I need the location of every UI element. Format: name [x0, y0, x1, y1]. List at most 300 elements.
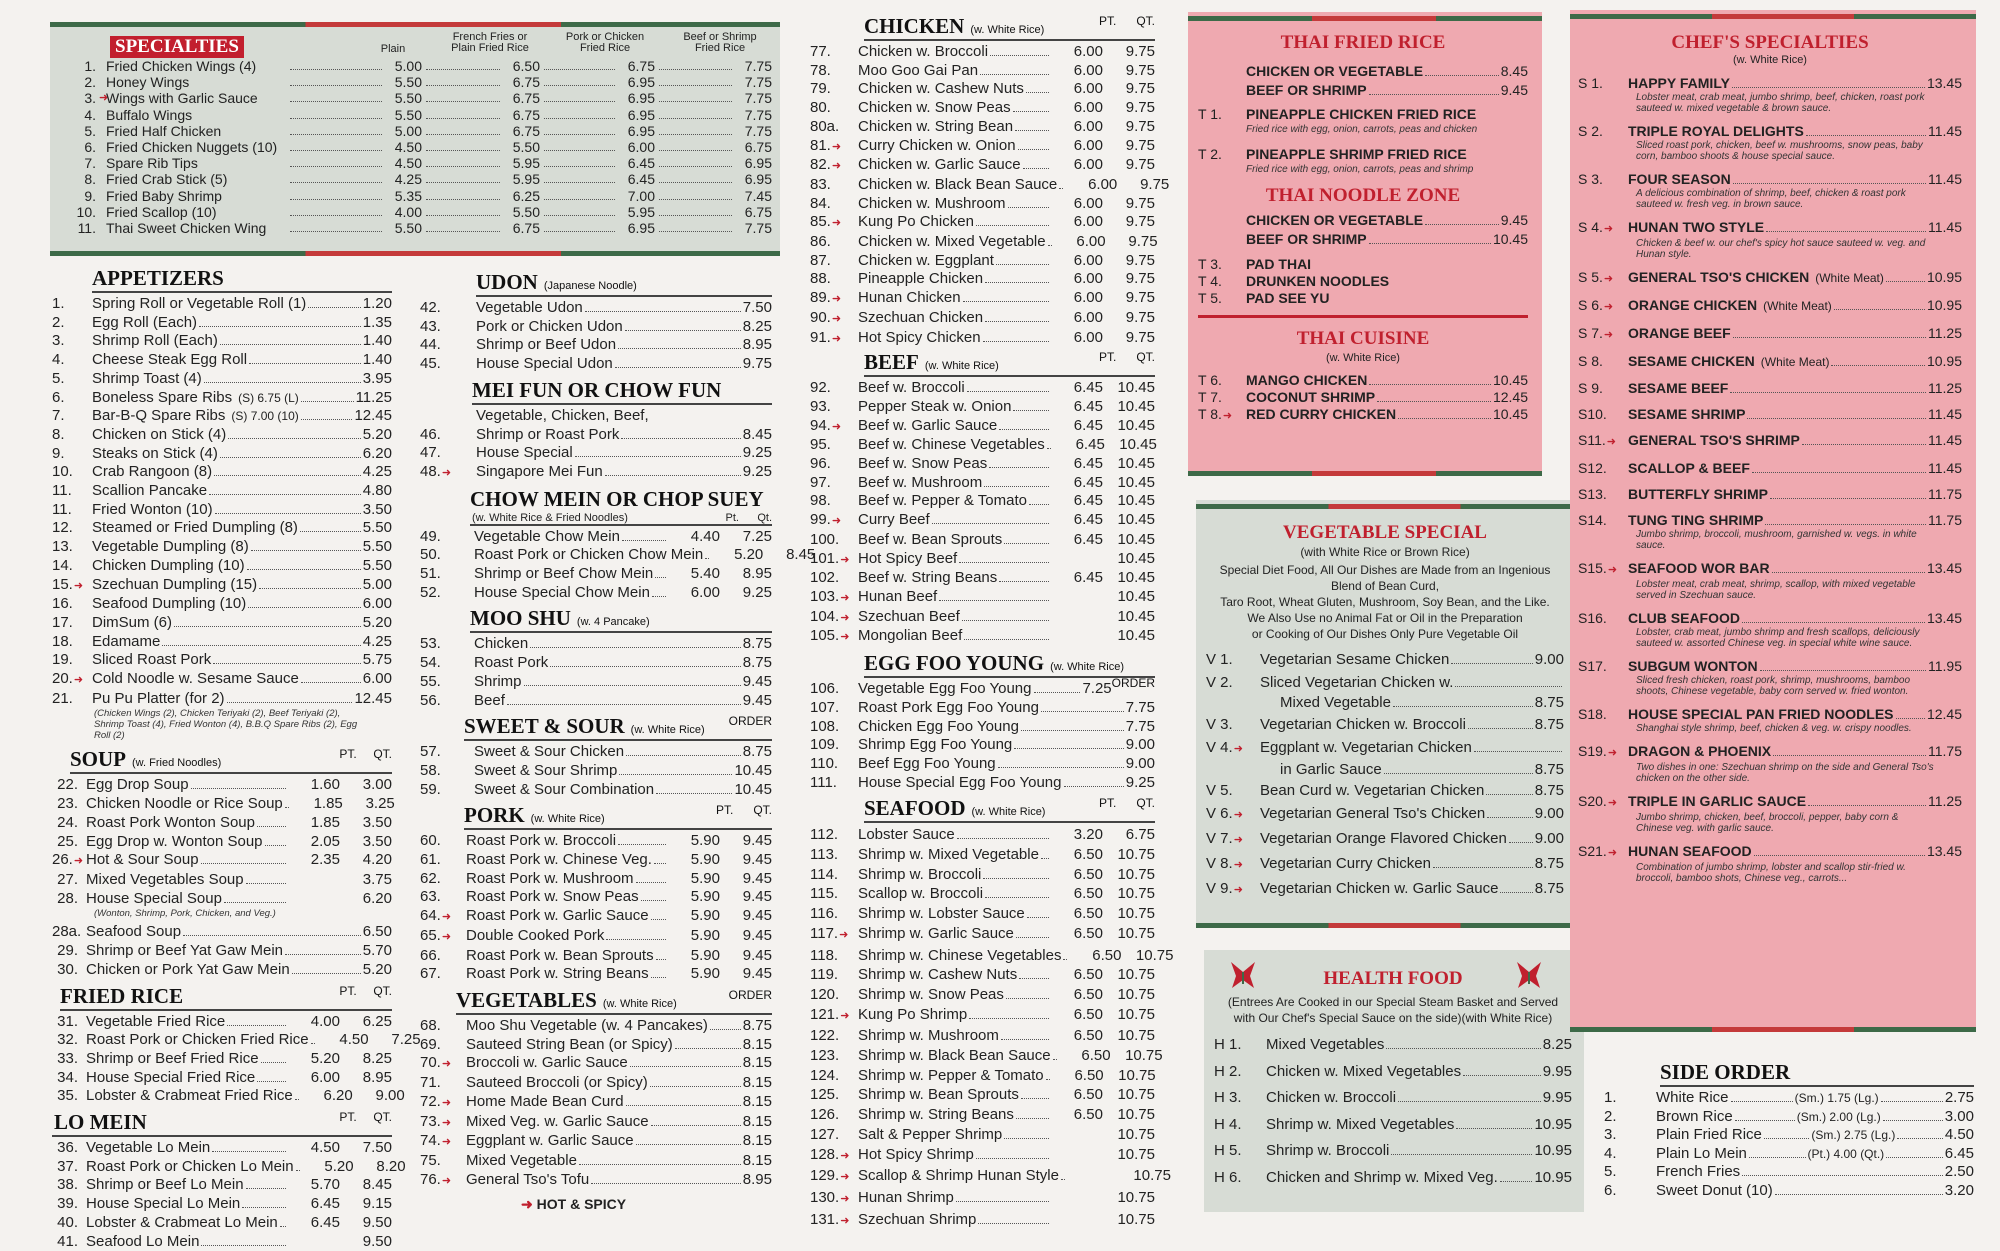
item-number: 42. [420, 299, 441, 316]
item-price: 11.25 [355, 388, 392, 406]
item-number: 86. [810, 233, 831, 251]
item-number: V 3. [1206, 715, 1233, 733]
item-price-quart: 10.45 [1117, 569, 1155, 587]
menu-item [52, 538, 392, 557]
dot-leader [1896, 718, 1925, 719]
dot-leader [659, 150, 732, 151]
dot-leader [999, 429, 1049, 430]
menu-item [810, 845, 1155, 865]
item-name: Szechuan Chicken [858, 308, 984, 326]
item-price: 7.75 [1125, 698, 1155, 716]
item-number: 78. [810, 61, 831, 79]
item-price: 9.75 [742, 355, 772, 373]
dot-leader [544, 215, 615, 216]
item-price-pint: 5.90 [690, 888, 720, 906]
item-price-quart: 9.75 [1125, 213, 1155, 231]
item-name: CHICKEN OR VEGETABLE [1246, 63, 1424, 79]
dot-leader [1772, 572, 1925, 573]
item-name: House Special Soup [86, 889, 222, 907]
veg-special-subtitle: (with White Rice or Brown Rice) [1300, 545, 1470, 559]
item-number: 62. [420, 869, 441, 887]
item-price-pint: 6.00 [1073, 80, 1103, 98]
item-number: 37. [57, 1157, 78, 1175]
item-price-pint: 6.50 [1073, 924, 1103, 942]
item-name: Bean Curd w. Vegetarian Chicken [1260, 782, 1485, 800]
item-name: Szechuan Shrimp [858, 1210, 977, 1228]
dot-leader [651, 977, 666, 978]
item-name: Roast Pork [474, 654, 549, 672]
item-name: Chicken w. Cashew Nuts [858, 80, 1024, 98]
item-price-pint: 6.45 [1073, 416, 1103, 434]
item-number: 33. [57, 1049, 78, 1067]
dot-leader [1369, 384, 1491, 385]
menu-item [420, 1054, 772, 1074]
dot-leader [174, 626, 361, 627]
item-name: Chicken Dumpling (10) [92, 556, 245, 574]
thai-noodle-list [1198, 211, 1528, 248]
menu-item [810, 43, 1155, 62]
dot-leader [655, 577, 666, 578]
menu-item [52, 519, 392, 538]
item-number: S19.➜ [1578, 743, 1618, 759]
dot-leader [1455, 686, 1562, 687]
dot-leader [606, 939, 666, 940]
dot-leader [1773, 755, 1926, 756]
item-description: Shanghai style shrimp, beef, chicken & veg. w. crispy noodles. [1636, 723, 1912, 734]
hot-pepper-icon: ➜ [831, 293, 842, 306]
hot-pepper-icon: ➜ [1603, 329, 1614, 341]
item-price: 13.45 [1926, 843, 1962, 859]
item-number: 13. [52, 538, 73, 556]
item-price: 11.45 [1928, 460, 1962, 476]
item-number: S11.➜ [1578, 432, 1616, 448]
item-name: Roast Pork Egg Foo Young [858, 698, 1039, 716]
menu-item [810, 699, 1155, 718]
item-name: Bar-B-Q Spare Ribs [92, 407, 226, 425]
item-size-price: (S) 7.00 (10) [231, 409, 299, 424]
item-number: 5. [1604, 1163, 1617, 1180]
item-number: H 1. [1214, 1036, 1242, 1053]
item-price-quart: 10.75 [1117, 1086, 1155, 1104]
item-name: Beef [474, 691, 505, 709]
dot-leader [1391, 1154, 1532, 1155]
item-price: 10.95 [1926, 269, 1962, 285]
item-number: 94.➜ [810, 416, 842, 434]
item-price-quart: 9.75 [1125, 308, 1155, 326]
item-name: Double Cooked Pork [466, 926, 605, 944]
dot-leader [1500, 1181, 1533, 1182]
item-price: 11.75 [1928, 743, 1962, 759]
item-number: 6. [52, 388, 65, 406]
dot-leader [1802, 444, 1926, 445]
chow-mein-title: CHOW MEIN OR CHOP SUEY [470, 486, 764, 511]
item-name: Lobster Sauce [858, 826, 955, 844]
item-number: 79. [810, 80, 831, 98]
item-number: 53. [420, 635, 441, 653]
item-name: Steaks on Stick (4) [92, 444, 218, 462]
item-number: 11. [52, 500, 72, 518]
item-name: DRUNKEN NOODLES [1246, 273, 1390, 290]
dot-leader [265, 845, 287, 846]
beef-title: BEEF (w. White Rice) PT. QT. [864, 350, 1155, 375]
item-price-quart: 7.50 [362, 1139, 392, 1157]
menu-item [810, 80, 1155, 99]
udon-list [420, 299, 772, 374]
item-price-pint: 6.45 [1073, 530, 1103, 548]
column-3 [810, 14, 1174, 1231]
item-number: S 6.➜ [1578, 297, 1614, 313]
dot-leader [1019, 978, 1049, 979]
dot-leader [1754, 855, 1925, 856]
item-price: 9.25 [742, 462, 772, 480]
item-name: Shrimp w. Black Bean Sauce [858, 1047, 1051, 1065]
item-price-pint: 5.90 [690, 851, 720, 869]
item-number: S 3. [1578, 171, 1603, 187]
menu-item [810, 289, 1155, 309]
item-price-quart: 9.75 [1128, 233, 1158, 251]
soup-list-2 [52, 923, 392, 979]
dot-leader [651, 1125, 741, 1126]
item-name: RED CURRY CHICKEN [1246, 406, 1397, 423]
dot-leader [426, 69, 500, 70]
menu-item [52, 633, 392, 652]
item-number: T 8.➜ [1198, 406, 1233, 423]
dot-leader [1369, 94, 1499, 95]
moo-shu-title: MOO SHU (w. 4 Pancake) [470, 606, 650, 631]
dot-leader [249, 363, 361, 364]
hot-pepper-icon: ➜ [441, 930, 452, 943]
chefs-specialties-box [1570, 10, 1976, 1032]
hot-pepper-icon: ➜ [1233, 859, 1243, 872]
hot-spicy-legend: ➜ HOT & SPICY [521, 1196, 627, 1213]
specialty-row [50, 90, 780, 106]
menu-item [52, 426, 392, 445]
dot-leader [1486, 794, 1532, 795]
dot-leader [300, 531, 361, 532]
menu-item [52, 482, 392, 501]
item-number: S10. [1578, 406, 1607, 422]
item-price-quart: 3.75 [362, 870, 392, 888]
dot-leader [959, 562, 1049, 563]
item-name: Vegetarian Chicken w. Garlic Sauce [1260, 880, 1499, 898]
item-price: 11.25 [1928, 325, 1962, 341]
appetizers-list [52, 295, 392, 708]
item-description: Sliced roast pork, chicken, beef w. mushrooms, snow peas, baby corn, bamboo shoots & house special sauce. [1636, 140, 1923, 162]
item-number: 45. [420, 355, 441, 373]
menu-item [1578, 431, 1962, 451]
menu-item [810, 965, 1155, 985]
item-description: Lobster meat, crab meat, shrimp, scallop, with mixed vegetable served in Szechuan sauce. [1636, 579, 1916, 601]
dot-leader [246, 883, 286, 884]
side-order-title: SIDE ORDER [1660, 1060, 1791, 1084]
item-number: 25. [57, 832, 78, 850]
health-food-intro-line: (Entrees Are Cooked in our Special Steam Basket and Served [1227, 995, 1559, 1009]
item-name: Fried Crab Stick (5) [106, 171, 228, 188]
item-name: Beef w. Snow Peas [858, 455, 988, 473]
menu-item [810, 985, 1155, 1005]
item-size-price: (Sm.) 2.75 (Lg.) [1811, 1128, 1896, 1142]
item-description: Jumbo shrimp, broccoli, mushroom, garnished w. vegs. in white sauce. [1636, 529, 1917, 551]
item-price: 10.45 [1492, 372, 1528, 389]
dot-leader [228, 438, 361, 439]
menu-item [52, 651, 392, 670]
veg-special-intro [1206, 562, 1564, 642]
item-name: Chicken w. Mixed Vegetable [858, 233, 1046, 251]
item-price: 9.45 [1500, 211, 1528, 228]
specialties-box [50, 22, 780, 256]
item-name: Szechuan Dumpling (15) [92, 575, 258, 593]
udon-title: UDON (Japanese Noodle) [476, 270, 637, 294]
item-number: 74.➜ [420, 1132, 452, 1150]
mei-fun-line: Vegetable, Chicken, Beef, [476, 406, 649, 424]
item-name: Chicken w. Mixed Vegetables [1266, 1062, 1462, 1080]
dot-leader [426, 166, 500, 167]
item-name: Roast Pork w. Broccoli [466, 832, 617, 850]
item-number: 3. [1604, 1126, 1617, 1143]
menu-item [1578, 296, 1962, 316]
item-price-quart: 8.20 [376, 1157, 406, 1175]
item-number: 131.➜ [810, 1210, 850, 1228]
item-name: Shrimp w. Bean Sprouts [858, 1086, 1019, 1104]
item-name: Mixed Vegetables Soup [86, 870, 244, 888]
item-price-quart: 10.45 [1117, 455, 1155, 473]
menu-item [52, 1214, 392, 1233]
dot-leader [550, 666, 741, 667]
item-price: 5.20 [362, 425, 392, 443]
item-name: Shrimp w. Broccoli [1266, 1142, 1390, 1159]
menu-item-continued [1206, 694, 1564, 713]
menu-item [1578, 268, 1962, 288]
item-name: Sliced Vegetarian Chicken w. [1260, 674, 1454, 691]
item-description: A delicious combination of shrimp, beef, chicken & roast pork sauteed w. fresh veg. in brown sauce. [1636, 188, 1906, 210]
thai-noodle-title: THAI NOODLE ZONE [1265, 184, 1461, 206]
dot-leader [1048, 245, 1052, 246]
item-name: Chicken w. Black Bean Sauce [858, 175, 1058, 193]
item-size-price: (Sm.) 2.00 (Lg.) [1796, 1109, 1881, 1124]
dot-leader [651, 919, 666, 920]
menu-item [810, 233, 1158, 252]
item-number: 3. [84, 90, 96, 107]
item-price-pint: 6.00 [1088, 175, 1118, 193]
menu-item [52, 295, 392, 314]
vegetables-title: VEGETABLES (w. White Rice) ORDER [456, 987, 772, 1012]
item-price: 9.45 [742, 672, 772, 690]
item-price-quart: 10.75 [1117, 865, 1155, 883]
dot-leader [1806, 135, 1926, 136]
menu-item [1578, 657, 1962, 675]
item-price: 8.15 [742, 1151, 772, 1169]
dot-leader [1398, 1101, 1541, 1102]
dot-leader [1004, 1138, 1049, 1139]
menu-item [52, 961, 392, 980]
item-price: 7.50 [742, 299, 772, 316]
dot-leader [1886, 1157, 1943, 1158]
menu-item [1578, 74, 1962, 92]
hot-pepper-icon: ➜ [831, 140, 842, 153]
item-price: 4.25 [362, 632, 392, 650]
item-price-pint: 3.20 [1073, 826, 1103, 844]
dot-leader [659, 215, 732, 216]
dot-leader [1021, 1098, 1049, 1099]
dot-leader [1770, 498, 1926, 499]
item-price: 11.75 [1928, 512, 1962, 528]
item-price: 12.45 [1492, 389, 1528, 406]
menu-item [52, 614, 392, 633]
item-price: 1.40 [362, 332, 392, 350]
menu-item [420, 318, 772, 337]
item-price: 4.80 [362, 482, 392, 500]
dot-leader [964, 639, 1049, 640]
item-number: 3. [52, 332, 65, 350]
dot-leader [290, 199, 382, 200]
item-price-pint: 6.50 [1073, 1005, 1103, 1023]
item-name: CHICKEN OR VEGETABLE [1246, 211, 1424, 228]
dot-leader [659, 231, 732, 232]
item-number: 54. [420, 654, 441, 672]
dot-leader [162, 645, 360, 646]
item-name: Seafood Soup [86, 923, 182, 941]
dot-leader [1730, 392, 1926, 393]
item-price: 8.95 [742, 336, 772, 354]
item-name: Plain Lo Mein [1656, 1144, 1747, 1162]
menu-item [52, 1013, 392, 1032]
menu-item [1578, 705, 1962, 723]
dot-leader [1034, 692, 1081, 693]
item-price-pint: 6.45 [1073, 511, 1103, 529]
item-name: Vegetable Lo Mein [86, 1139, 211, 1157]
item-name: Eggplant w. Vegetarian Chicken [1260, 738, 1472, 756]
item-price-pint: 6.00 [1073, 136, 1103, 154]
item-price-pint: 4.50 [310, 1139, 340, 1157]
dot-leader [544, 134, 615, 135]
item-price: 10.45 [1492, 230, 1528, 247]
dot-leader [1752, 472, 1926, 473]
dot-leader [1463, 1075, 1541, 1076]
item-name: White Rice [1656, 1089, 1729, 1106]
dot-leader [1766, 231, 1926, 232]
dot-leader [1731, 1101, 1793, 1102]
item-price: 8.15 [742, 1054, 772, 1072]
item-price-pint: 5.20 [734, 546, 764, 564]
item-number: T 4. [1198, 273, 1222, 290]
dot-leader [1831, 365, 1924, 366]
item-name: Chicken w. Snow Peas [858, 99, 1011, 117]
item-name: SCALLOP & BEEF [1628, 460, 1750, 476]
chicken-list [810, 43, 1170, 348]
item-price-quart: 10.75 [1117, 885, 1155, 903]
dot-leader [544, 69, 615, 70]
menu-item [1578, 742, 1962, 762]
item-price: 4.50 [394, 155, 422, 172]
item-number: 107. [810, 698, 840, 716]
menu-item [52, 407, 392, 426]
menu-item [1578, 324, 1962, 344]
item-name: Shrimp w. Cashew Nuts [858, 966, 1018, 984]
item-price-quart: 9.75 [1125, 251, 1155, 269]
item-price-quart: 10.45 [1117, 587, 1155, 605]
dot-leader [290, 101, 382, 102]
item-number: S21.➜ [1578, 843, 1618, 859]
dot-leader [1451, 663, 1533, 664]
item-name: Beef w. String Beans [858, 569, 998, 587]
dot-leader [426, 199, 500, 200]
menu-item [1198, 372, 1528, 389]
menu-item [420, 1036, 772, 1055]
dot-leader [1386, 1048, 1540, 1049]
item-name: Brown Rice [1656, 1107, 1733, 1125]
item-price: 8.15 [742, 1035, 772, 1053]
item-number: 23. [57, 795, 78, 813]
pork-list [420, 832, 772, 984]
item-number: 32. [57, 1031, 78, 1049]
menu-item [810, 309, 1155, 329]
thai-noodle-dishes [1198, 256, 1528, 307]
item-name: House Special Fried Rice [86, 1068, 256, 1086]
item-name: Roast Pork w. Mushroom [466, 869, 634, 887]
item-price: 8.75 [1534, 760, 1564, 778]
item-size-price: (Sm.) 1.75 (Lg.) [1794, 1091, 1879, 1105]
menu-item [1578, 122, 1962, 140]
dot-leader [426, 134, 500, 135]
hot-pepper-icon: ➜ [840, 1214, 850, 1227]
veg-special-intro-line: Special Diet Food, All Our Dishes are Made from an Ingenious [1219, 563, 1551, 577]
item-price: 10.95 [1534, 1168, 1572, 1186]
item-number: 96. [810, 455, 831, 473]
menu-item [420, 336, 772, 355]
item-price: 7.45 [744, 187, 772, 204]
item-price-pint: 1.85 [310, 813, 340, 831]
item-name: Roast Pork w. Snow Peas [466, 888, 639, 906]
item-price-quart: 6.75 [1125, 826, 1155, 844]
item-number: 117.➜ [810, 924, 849, 942]
item-name: Scallion Pancake [92, 482, 208, 500]
pork-title: PORK (w. White Rice) PT. QT. [464, 803, 772, 828]
menu-item [52, 890, 392, 909]
menu-item [1578, 405, 1962, 423]
menu-item [1214, 1138, 1572, 1165]
hot-pepper-icon: ➜ [441, 1174, 452, 1187]
dot-leader [290, 150, 382, 151]
item-price-pint: 6.00 [1073, 43, 1103, 60]
item-price: 2.50 [1944, 1163, 1974, 1180]
beef-list [810, 379, 1155, 647]
item-size-price: (White Meat) [1763, 299, 1832, 313]
item-price: 7.75 [744, 106, 772, 123]
item-name: Chicken w. Broccoli [858, 43, 989, 60]
menu-item [420, 947, 772, 966]
item-name: Roast Pork Wonton Soup [86, 813, 255, 831]
item-price-quart: 9.45 [742, 888, 772, 906]
item-price-quart: 9.50 [362, 1232, 392, 1250]
dot-leader [980, 74, 1049, 75]
dot-leader [1021, 730, 1124, 731]
item-price-pint: 5.20 [324, 1157, 354, 1175]
dot-leader [659, 166, 732, 167]
item-price-quart: 9.75 [1125, 80, 1155, 98]
item-name: Mixed Vegetables [1266, 1036, 1385, 1053]
hot-pepper-icon: ➜ [1607, 847, 1618, 859]
menu-item [420, 299, 772, 318]
item-number: 69. [420, 1035, 441, 1053]
health-food-intro-line: with Our Chef's Special Sauce on the side)(with White Rice) [1233, 1011, 1553, 1025]
item-name: House Special Udon [476, 355, 613, 373]
menu-item [420, 463, 772, 483]
menu-item [420, 832, 772, 851]
menu-item [810, 825, 1155, 845]
item-price: 6.95 [744, 171, 772, 188]
dot-leader [939, 600, 1049, 601]
item-price-quart: 10.45 [1117, 549, 1155, 567]
